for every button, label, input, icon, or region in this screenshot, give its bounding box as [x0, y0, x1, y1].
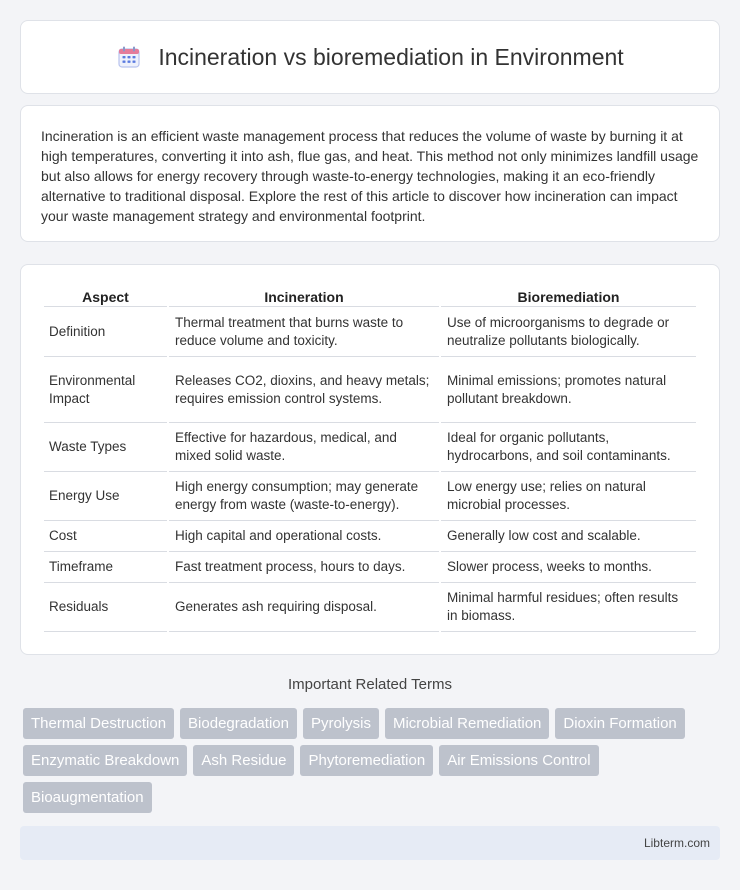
intro-card — [20, 105, 720, 242]
table-header-row — [44, 285, 696, 307]
row-incineration: Fast treatment process, hours to days. — [169, 552, 439, 583]
related-term-tag[interactable]: Phytoremediation — [300, 745, 433, 776]
related-term-tag[interactable]: Ash Residue — [193, 745, 294, 776]
row-aspect: Waste Types — [44, 423, 167, 472]
row-aspect: Energy Use — [44, 472, 167, 521]
related-term-tag[interactable]: Enzymatic Breakdown — [23, 745, 187, 776]
intro-text: Incineration is an efficient waste management process that reduces the volume of waste by burning it at high temperatures, converting it into ash, flue gas, and heat. This method not only minimizes landfill usage but also allows for energy recovery through waste-to-energy technologies, making it an eco-friendly alternative to traditional disposal. Explore the rest of this article to discover how incineration can impact your waste management strategy and environmental footprint. — [41, 128, 699, 224]
row-bioremediation: Minimal emissions; promotes natural pollutant breakdown. — [441, 357, 696, 423]
related-term-tag[interactable]: Pyrolysis — [303, 708, 379, 739]
row-aspect: Environmental Impact — [44, 357, 167, 423]
related-term-tag[interactable]: Air Emissions Control — [439, 745, 598, 776]
row-aspect: Timeframe — [44, 552, 167, 583]
row-aspect: Cost — [44, 521, 167, 552]
related-term-tag[interactable]: Thermal Destruction — [23, 708, 174, 739]
row-bioremediation: Use of microorganisms to degrade or neutralize pollutants biologically. — [441, 307, 696, 357]
row-bioremediation: Minimal harmful residues; often results in biomass. — [441, 583, 696, 632]
table-row — [44, 423, 696, 472]
related-terms-title: Important Related Terms — [288, 676, 452, 693]
row-bioremediation: Slower process, weeks to months. — [441, 552, 696, 583]
table-row — [44, 552, 696, 583]
row-aspect: Residuals — [44, 583, 167, 632]
table-row — [44, 307, 696, 357]
row-incineration: Thermal treatment that burns waste to reduce volume and toxicity. — [169, 307, 439, 357]
footer-site-link[interactable]: Libterm.com — [643, 836, 710, 850]
footer — [20, 826, 720, 860]
row-aspect: Definition — [44, 307, 167, 357]
header-card — [20, 20, 720, 94]
table-row — [44, 472, 696, 521]
comparison-table — [42, 285, 698, 632]
header-bioremediation: Bioremediation — [441, 285, 696, 307]
calendar-icon — [116, 44, 142, 70]
row-incineration: High capital and operational costs. — [169, 521, 439, 552]
table-row — [44, 357, 696, 423]
related-terms-list — [23, 708, 723, 819]
row-incineration: High energy consumption; may generate energy from waste (waste-to-energy). — [169, 472, 439, 521]
header-aspect: Aspect — [44, 285, 167, 307]
row-bioremediation: Ideal for organic pollutants, hydrocarbons, and soil contaminants. — [441, 423, 696, 472]
row-incineration: Releases CO2, dioxins, and heavy metals; requires emission control systems. — [169, 357, 439, 423]
table-row — [44, 521, 696, 552]
related-term-tag[interactable]: Microbial Remediation — [385, 708, 549, 739]
page-title: Incineration vs bioremediation in Environment — [158, 43, 624, 70]
related-term-tag[interactable]: Biodegradation — [180, 708, 297, 739]
table-row — [44, 583, 696, 632]
row-incineration: Effective for hazardous, medical, and mixed solid waste. — [169, 423, 439, 472]
row-incineration: Generates ash requiring disposal. — [169, 583, 439, 632]
row-bioremediation: Low energy use; relies on natural microbial processes. — [441, 472, 696, 521]
related-term-tag[interactable]: Bioaugmentation — [23, 782, 152, 813]
header-incineration: Incineration — [169, 285, 439, 307]
comparison-table-card — [20, 264, 720, 655]
related-term-tag[interactable]: Dioxin Formation — [555, 708, 684, 739]
row-bioremediation: Generally low cost and scalable. — [441, 521, 696, 552]
